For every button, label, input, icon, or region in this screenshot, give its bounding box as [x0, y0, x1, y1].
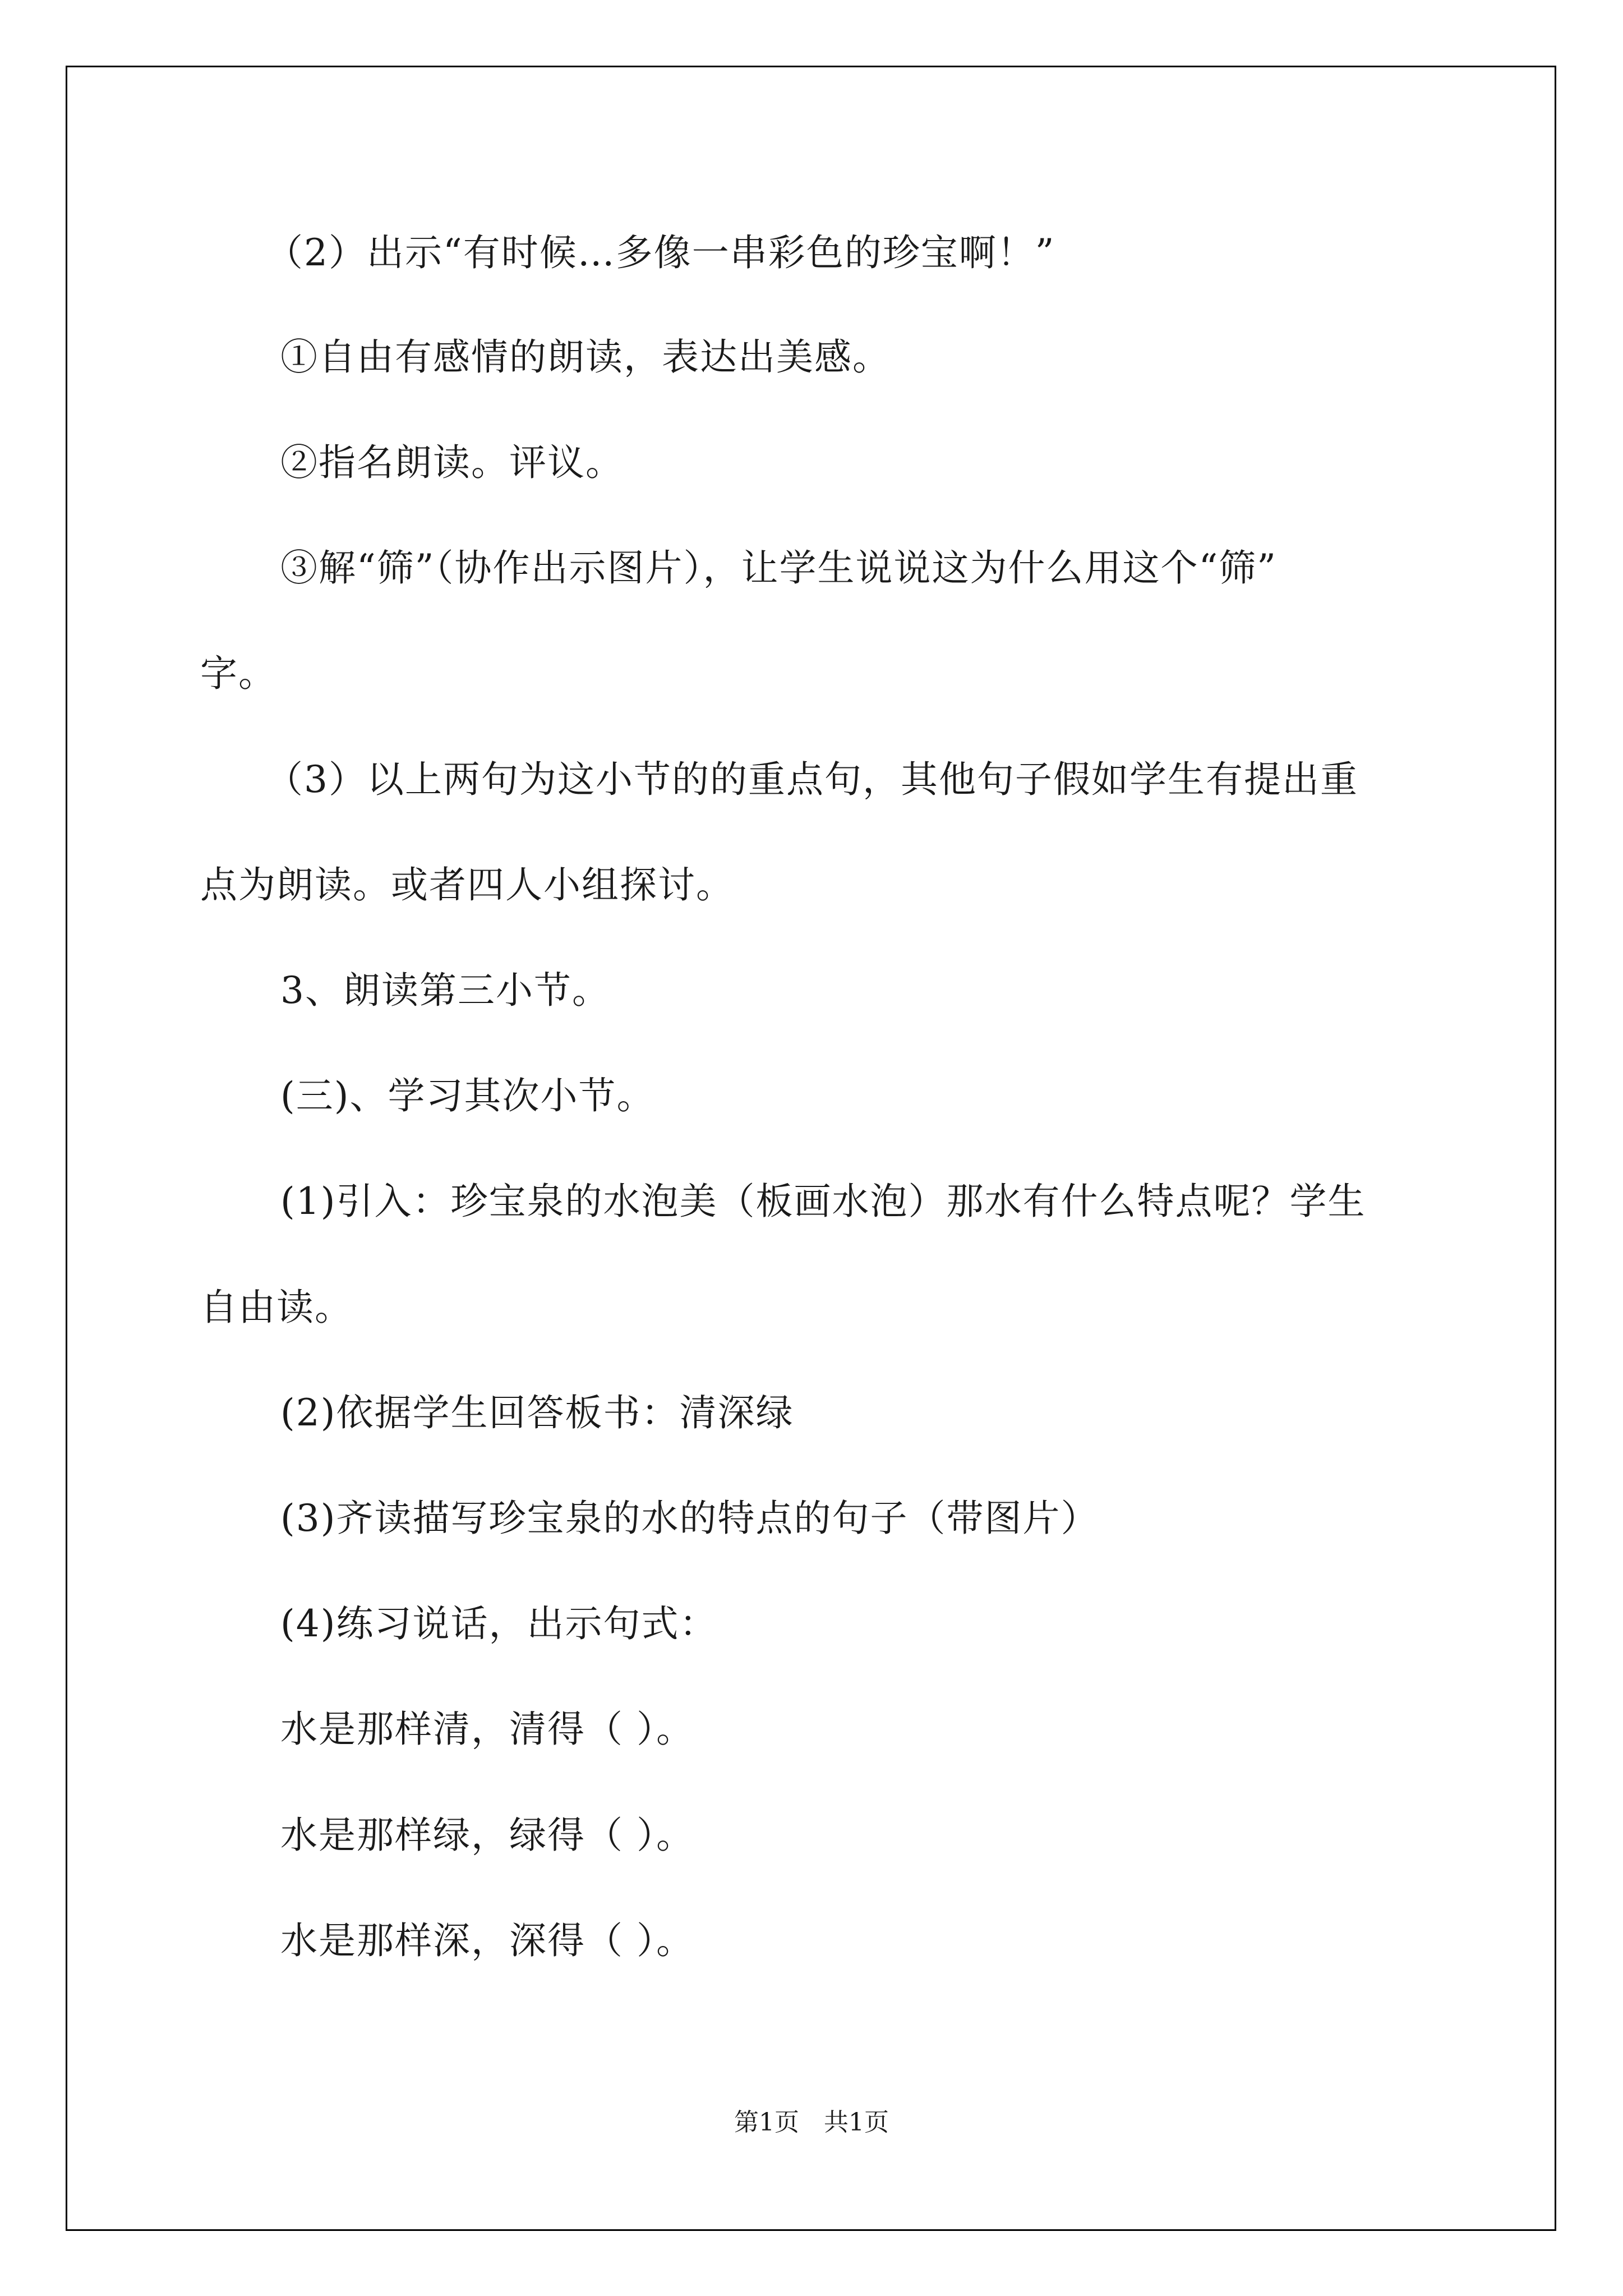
paragraph-line: (4)练习说话，出示句式： — [280, 1602, 718, 1645]
paragraph-line: ③解“筛”（协作出示图片），让学生说说这为什么用这个“筛” — [280, 546, 1277, 590]
page-border — [66, 66, 1556, 2231]
page-number-footer: 第1页 共1页 — [734, 2108, 889, 2137]
paragraph-line: 点为朗读。或者四人小组探讨。 — [200, 863, 734, 907]
paragraph-line: （2）出示“有时候…多像一串彩色的珍宝啊！” — [266, 231, 1055, 274]
paragraph-line: (3)齐读描写珍宝泉的水的特点的句子（带图片） — [280, 1497, 1099, 1540]
paragraph-line: 水是那样清，清得（ ）。 — [280, 1708, 694, 1751]
paragraph-line: (三)、学习其次小节。 — [280, 1074, 655, 1117]
paragraph-line: （3）以上两句为这小节的的重点句，其他句子假如学生有提出重 — [266, 758, 1358, 801]
paragraph-line: ②指名朗读。评议。 — [280, 441, 624, 484]
paragraph-line: (1)引入：珍宝泉的水泡美（板画水泡）那水有什么特点呢？学生 — [280, 1180, 1366, 1223]
paragraph-line: 水是那样绿，绿得（ ）。 — [280, 1814, 694, 1857]
paragraph-line: 字。 — [200, 652, 276, 695]
paragraph-line: 自由读。 — [200, 1286, 353, 1329]
paragraph-line: ①自由有感情的朗读，表达出美感。 — [280, 335, 891, 379]
paragraph-line: (2)依据学生回答板书：清深绿 — [280, 1391, 794, 1434]
paragraph-line: 3、朗读第三小节。 — [280, 969, 610, 1012]
paragraph-line: 水是那样深，深得（ ）。 — [280, 1919, 694, 1962]
